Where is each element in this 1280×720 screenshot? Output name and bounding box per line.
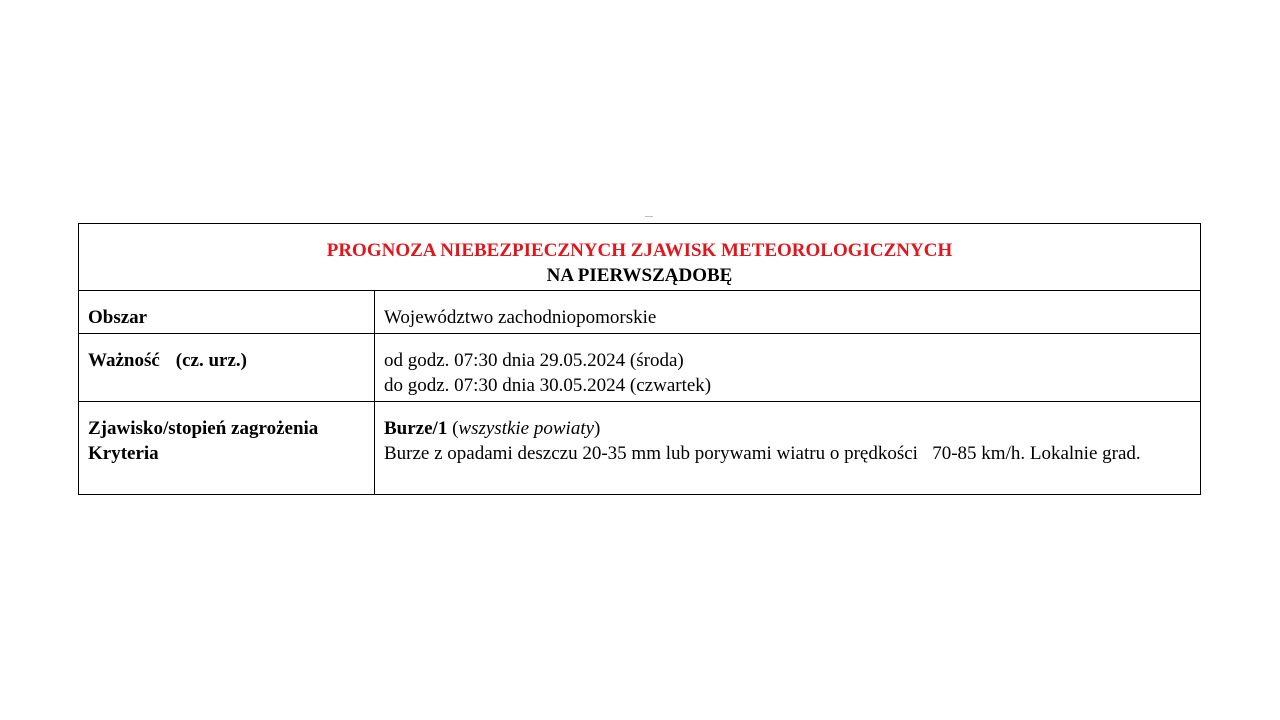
area-label-cell bbox=[79, 291, 375, 334]
validity-from: od godz. 07:30 dnia 29.05.2024 (środa) bbox=[384, 350, 684, 371]
phenomenon-criteria: Burze z opadami deszczu 20-35 mm lub porywami wiatru o prędkości 70-85 km/h. Lokalnie grad. bbox=[384, 443, 1141, 464]
phenomenon-label-cell bbox=[79, 402, 375, 495]
header-row bbox=[79, 224, 1201, 291]
validity-value-cell bbox=[375, 334, 1201, 402]
validity-label-note: (cz. urz.) bbox=[175, 350, 247, 371]
warning-table bbox=[78, 223, 1201, 495]
scope-open-paren: ( bbox=[452, 418, 459, 439]
scope-close-paren: ) bbox=[594, 418, 601, 439]
phenomenon-level: Burze/1 bbox=[384, 418, 448, 439]
area-value: Województwo zachodniopomorskie bbox=[384, 307, 657, 328]
faint-mark bbox=[645, 216, 653, 221]
area-row bbox=[79, 291, 1201, 334]
phenomenon-scope: wszystkie powiaty bbox=[458, 418, 595, 439]
validity-label: Ważność bbox=[88, 350, 160, 371]
validity-row bbox=[79, 334, 1201, 402]
validity-to: do godz. 07:30 dnia 30.05.2024 (czwartek) bbox=[384, 375, 712, 396]
warning-subtitle: NA PIERWSZĄDOBĘ bbox=[546, 265, 733, 286]
area-value-cell bbox=[375, 291, 1201, 334]
header-cell bbox=[79, 224, 1201, 291]
phenomenon-value-cell bbox=[375, 402, 1201, 495]
phenomenon-row bbox=[79, 402, 1201, 495]
phenomenon-label: Zjawisko/stopień zagrożenia bbox=[88, 418, 319, 439]
criteria-label: Kryteria bbox=[88, 443, 159, 464]
validity-label-cell bbox=[79, 334, 375, 402]
warning-title: PROGNOZA NIEBEZPIECZNYCH ZJAWISK METEOROLOGICZNYCH bbox=[326, 240, 953, 261]
area-label: Obszar bbox=[88, 307, 148, 328]
